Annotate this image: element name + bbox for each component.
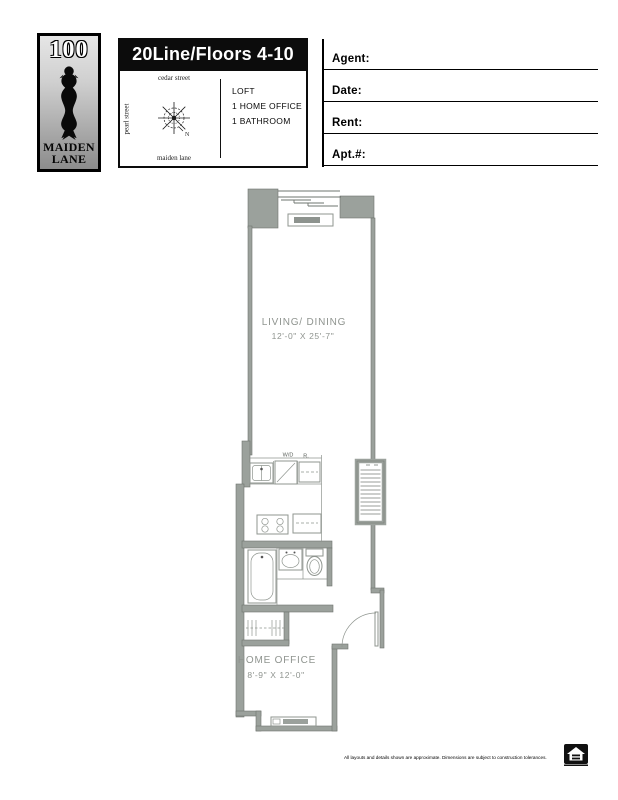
kitchen-counter <box>293 514 321 533</box>
floor-plan <box>225 182 410 738</box>
compass-panel <box>120 71 218 166</box>
refrigerator-label: R. <box>303 453 309 460</box>
stove <box>257 515 288 534</box>
apt-label: Apt.#: <box>332 149 366 161</box>
street-label-top: cedar street <box>157 74 191 82</box>
street-label-left: pearl street <box>122 103 131 135</box>
bathroom <box>248 548 327 605</box>
home-office-dimensions: 8'-9" X 12'-0" <box>247 670 305 680</box>
entry-door <box>342 612 378 647</box>
stairs <box>357 461 384 523</box>
logo-name-line1: MAIDEN <box>43 140 95 154</box>
living-dining-dimensions: 12'-0" X 25'-7" <box>271 331 335 341</box>
washer-dryer <box>275 461 297 484</box>
unit-fact-bathroom: 1 BATHROOM <box>232 116 291 126</box>
bathtub <box>248 550 276 603</box>
home-office-label: HOME OFFICE <box>237 655 317 666</box>
logo-number: 100 <box>49 37 89 63</box>
kitchen-sink <box>250 463 273 483</box>
living-dining-label: LIVING/ DINING <box>261 317 347 328</box>
form-left-rule <box>322 39 324 167</box>
unit-fact-loft: LOFT <box>232 86 255 96</box>
rent-line <box>323 133 598 134</box>
agent-line <box>323 69 598 70</box>
date-label: Date: <box>332 85 362 97</box>
logo-building-name <box>43 141 95 165</box>
compass-north-label: N <box>185 132 190 138</box>
building-logo <box>37 33 101 172</box>
kitchen <box>250 453 322 542</box>
title-block <box>118 38 308 170</box>
mermaid-icon <box>49 65 89 141</box>
street-label-bottom: maiden lane <box>156 154 191 162</box>
disclaimer-text: All layouts and details shown are approximate. Dimensions are subject to construction tolerances. <box>344 755 547 760</box>
rent-label: Rent: <box>332 117 363 129</box>
bathroom-sink <box>279 549 302 570</box>
ac-unit <box>288 214 333 226</box>
agent-label: Agent: <box>332 53 370 65</box>
facts-box <box>118 71 308 168</box>
logo-name-line2: LANE <box>51 152 87 166</box>
page-title: 20Line/Floors 4-10 <box>118 38 308 71</box>
unit-fact-home-office: 1 HOME OFFICE <box>232 101 303 111</box>
compass-rose-icon <box>151 95 197 141</box>
home-office-window <box>271 717 316 726</box>
equal-housing-icon <box>563 743 589 767</box>
unit-facts <box>221 71 302 166</box>
closet <box>246 620 284 636</box>
apt-line <box>323 165 598 166</box>
washer-dryer-label: W/D <box>282 452 294 459</box>
refrigerator <box>299 462 320 482</box>
toilet <box>306 549 323 576</box>
date-line <box>323 101 598 102</box>
living-room-windows <box>278 191 341 206</box>
